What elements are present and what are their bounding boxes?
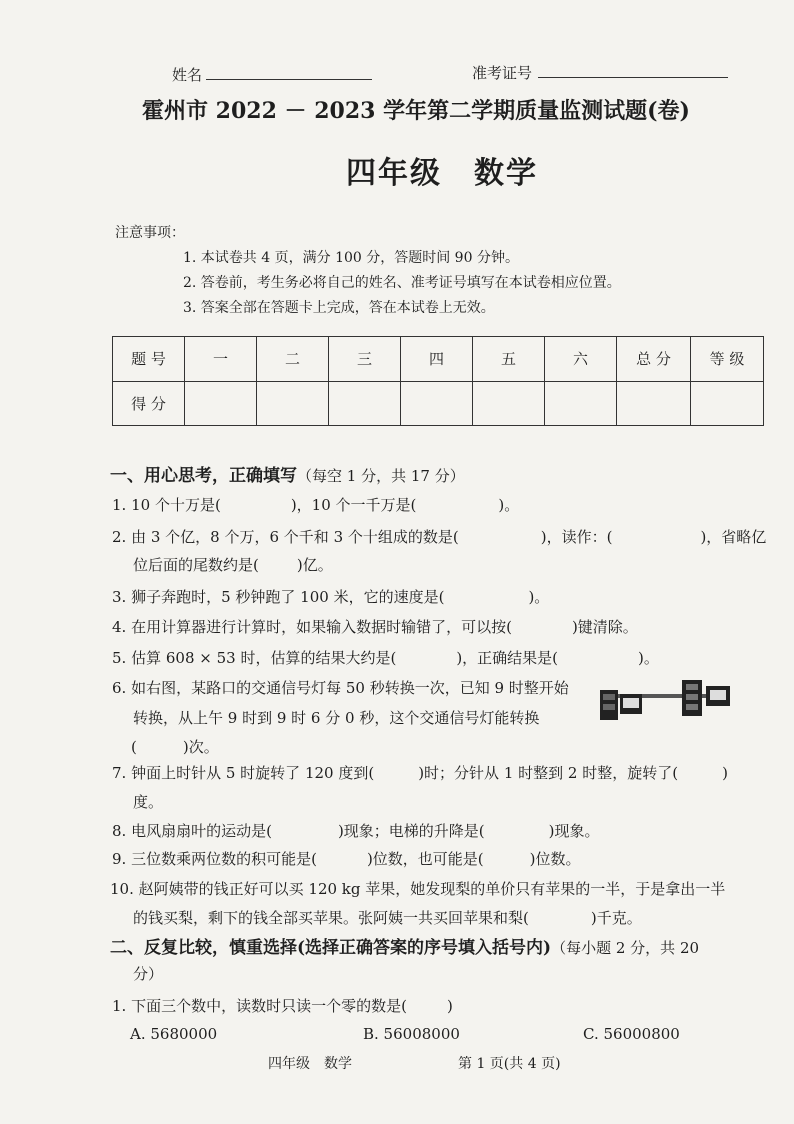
question-text: 位后面的尾数约是( xyxy=(133,556,259,574)
score-header-cell: 等 级 xyxy=(691,337,764,382)
footer-subject: 四年级 数学 xyxy=(268,1056,352,1072)
score-header-cell: 五 xyxy=(473,337,545,382)
option-b[interactable]: B. 56008000 xyxy=(363,1025,460,1043)
question-text: )。 xyxy=(638,649,659,667)
question-1-4 xyxy=(112,616,638,637)
question-number: 4. xyxy=(112,618,127,636)
score-header-cell: 二 xyxy=(257,337,329,382)
score-cell[interactable] xyxy=(691,381,764,426)
question-1-7-cont xyxy=(133,791,163,812)
name-label: 姓名 xyxy=(172,66,203,84)
section1-note: （每空 1 分，共 17 分） xyxy=(297,467,465,485)
traffic-light-icon xyxy=(598,676,740,726)
question-text: 度。 xyxy=(133,793,164,811)
question-text: ) xyxy=(446,997,453,1015)
score-header-cell: 一 xyxy=(185,337,257,382)
score-header-cell: 题 号 xyxy=(113,337,185,382)
footer-page-number: 第 1 页(共 4 页) xyxy=(458,1056,561,1072)
question-text: )亿。 xyxy=(296,556,333,574)
score-cell[interactable] xyxy=(401,381,473,426)
question-1-8 xyxy=(112,820,600,841)
exam-subtitle: 四年级 数学 xyxy=(346,156,538,191)
question-text: )，省略亿 xyxy=(700,528,767,546)
question-text: 赵阿姨带的钱正好可以买 120 kg 苹果，她发现梨的单价只有苹果的一半，于是拿出一半 xyxy=(138,880,726,898)
option-a[interactable]: A. 5680000 xyxy=(130,1025,218,1043)
question-number: 2. xyxy=(112,528,127,546)
question-number: 7. xyxy=(112,764,127,782)
question-1-6-cont xyxy=(133,707,539,728)
question-1-6 xyxy=(112,677,569,698)
question-1-5 xyxy=(112,647,659,668)
question-text: )，正确结果是( xyxy=(456,649,559,667)
section2-heading: 二、反复比较，慎重选择(选择正确答案的序号填入括号内) xyxy=(110,938,552,958)
question-text: )，10 个一千万是( xyxy=(290,496,417,514)
question-number: 6. xyxy=(112,679,127,697)
score-table-score-row xyxy=(113,381,764,426)
question-1-7 xyxy=(112,762,728,783)
question-text: )时；分针从 1 时整到 2 时整，旋转了( xyxy=(418,764,679,782)
question-number: 9. xyxy=(112,850,127,868)
score-header-cell: 六 xyxy=(545,337,617,382)
question-1-2 xyxy=(112,526,766,547)
question-text: )位数，也可能是( xyxy=(366,850,484,868)
score-row-label: 得 分 xyxy=(113,381,185,426)
score-cell[interactable] xyxy=(185,381,257,426)
name-field xyxy=(172,64,372,85)
question-text: )现象；电梯的升降是( xyxy=(337,822,485,840)
question-text: 由 3 个亿，8 个万，6 个千和 3 个十组成的数是( xyxy=(131,528,459,546)
score-cell[interactable] xyxy=(257,381,329,426)
score-cell[interactable] xyxy=(545,381,617,426)
question-text: 狮子奔跑时，5 秒钟跑了 100 米，它的速度是( xyxy=(131,588,445,606)
question-text: 在用计算器进行计算时，如果输入数据时输错了，可以按( xyxy=(131,618,512,636)
question-text: 估算 608 × 53 时，估算的结果大约是( xyxy=(131,649,397,667)
question-number: 1. xyxy=(112,997,127,1015)
exam-id-label: 准考证号 xyxy=(472,64,533,82)
score-table-header-row xyxy=(113,337,764,382)
notice-heading: 注意事项： xyxy=(115,225,185,241)
question-2-1 xyxy=(112,995,453,1016)
question-number: 8. xyxy=(112,822,127,840)
question-1-10-cont xyxy=(133,907,642,928)
question-1-9 xyxy=(112,848,581,869)
question-text: ( xyxy=(131,738,137,756)
question-text: 电风扇扇叶的运动是( xyxy=(131,822,272,840)
question-text: 如右图，某路口的交通信号灯每 50 秒转换一次，已知 9 时整开始 xyxy=(131,679,569,697)
question-text: 转换，从上午 9 时到 9 时 6 分 0 秒，这个交通信号灯能转换 xyxy=(133,709,540,727)
score-cell[interactable] xyxy=(329,381,401,426)
section1-heading: 一、用心思考，正确填写 xyxy=(110,466,297,486)
question-text: )千克。 xyxy=(590,909,642,927)
exam-id-field xyxy=(472,62,728,83)
question-number: 10. xyxy=(110,880,134,898)
score-table xyxy=(112,336,764,426)
question-number: 1. xyxy=(112,496,127,514)
question-text: 的钱买梨，剩下的钱全部买苹果。张阿姨一共买回苹果和梨( xyxy=(133,909,529,927)
score-cell[interactable] xyxy=(617,381,691,426)
exam-id-blank[interactable] xyxy=(538,63,728,78)
question-text: 10 个十万是( xyxy=(131,496,221,514)
question-1-1 xyxy=(112,494,519,515)
question-1-10 xyxy=(110,878,725,899)
question-text: )。 xyxy=(498,496,520,514)
question-text: )现象。 xyxy=(548,822,600,840)
question-1-2-cont xyxy=(133,554,333,575)
section1-title xyxy=(110,461,465,486)
question-text: )次。 xyxy=(182,738,219,756)
question-text: 下面三个数中，读数时只读一个零的数是( xyxy=(131,997,407,1015)
question-text: )。 xyxy=(528,588,550,606)
question-text: )键清除。 xyxy=(571,618,638,636)
notice-item-3: 3. 答案全部在答题卡上完成，答在本试卷上无效。 xyxy=(183,300,495,316)
name-blank[interactable] xyxy=(206,65,372,80)
question-text: )位数。 xyxy=(529,850,581,868)
question-text: )，读作：( xyxy=(540,528,613,546)
question-1-6-cont2 xyxy=(131,736,219,757)
score-header-cell: 三 xyxy=(329,337,401,382)
section2-note: （每小题 2 分，共 20 xyxy=(551,939,700,957)
question-text: ) xyxy=(722,764,728,782)
question-text: 钟面上时针从 5 时旋转了 120 度到( xyxy=(131,764,375,782)
option-c[interactable]: C. 56000800 xyxy=(583,1025,680,1043)
question-number: 3. xyxy=(112,588,127,606)
notice-item-1: 1. 本试卷共 4 页，满分 100 分，答题时间 90 分钟。 xyxy=(183,250,519,266)
score-cell[interactable] xyxy=(473,381,545,426)
question-number: 5. xyxy=(112,649,127,667)
section2-note-cont: 分） xyxy=(133,965,164,983)
question-1-3 xyxy=(112,586,549,607)
exam-title: 霍州市 2022 － 2023 学年第二学期质量监测试题(卷) xyxy=(142,98,690,124)
section2-title-cont xyxy=(133,963,163,984)
score-header-cell: 四 xyxy=(401,337,473,382)
question-text: 三位数乘两位数的积可能是( xyxy=(131,850,317,868)
score-header-cell: 总 分 xyxy=(617,337,691,382)
section2-title xyxy=(110,933,699,958)
notice-item-2: 2. 答卷前，考生务必将自己的姓名、准考证号填写在本试卷相应位置。 xyxy=(183,275,621,291)
